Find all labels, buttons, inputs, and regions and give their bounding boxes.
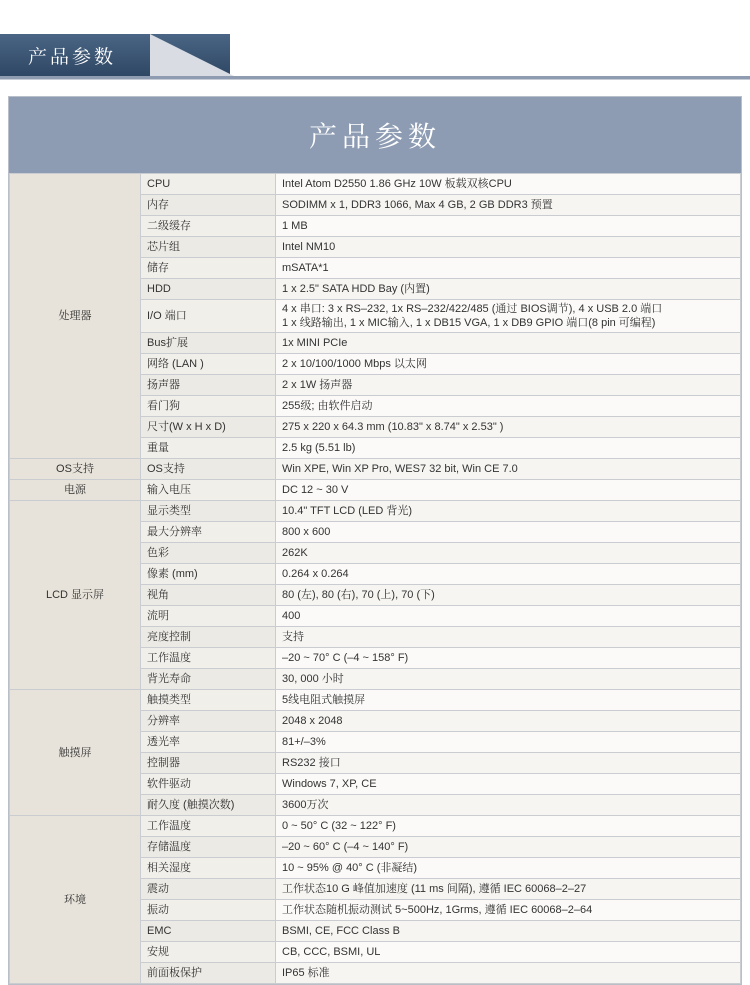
spec-key-cell: 耐久度 (触摸次数) <box>141 795 276 816</box>
ribbon-tail-decoration <box>150 34 234 76</box>
spec-panel <box>8 96 742 985</box>
spec-value-cell: 255级; 由软件启动 <box>276 396 741 417</box>
spec-category-cell: LCD 显示屏 <box>10 501 141 690</box>
spec-key-cell: 显示类型 <box>141 501 276 522</box>
spec-key-cell: 振动 <box>141 900 276 921</box>
spec-key-cell: 存储温度 <box>141 837 276 858</box>
spec-key-cell: 亮度控制 <box>141 627 276 648</box>
spec-value-cell: 10.4" TFT LCD (LED 背光) <box>276 501 741 522</box>
spec-value-cell: 工作状态10 G 峰值加速度 (11 ms 间隔), 遵循 IEC 60068–2–27 <box>276 879 741 900</box>
spec-value-cell: –20 ~ 70° C (–4 ~ 158° F) <box>276 648 741 669</box>
spec-category-cell: 环境 <box>10 816 141 984</box>
spec-key-cell: 重量 <box>141 438 276 459</box>
spec-value-cell: mSATA*1 <box>276 258 741 279</box>
spec-value-cell: 2.5 kg (5.51 lb) <box>276 438 741 459</box>
spec-key-cell: 色彩 <box>141 543 276 564</box>
spec-value-cell: 0 ~ 50° C (32 ~ 122° F) <box>276 816 741 837</box>
spec-value-cell: 80 (左), 80 (右), 70 (上), 70 (下) <box>276 585 741 606</box>
spec-value-cell: 1x MINI PCIe <box>276 333 741 354</box>
spec-value-cell: Intel NM10 <box>276 237 741 258</box>
table-row <box>10 174 741 195</box>
spec-key-cell: 软件驱动 <box>141 774 276 795</box>
spec-value-cell: 0.264 x 0.264 <box>276 564 741 585</box>
spec-key-cell: 流明 <box>141 606 276 627</box>
spec-category-cell: 电源 <box>10 480 141 501</box>
header-rule-secondary <box>0 79 750 80</box>
table-row <box>10 459 741 480</box>
spec-key-cell: 背光寿命 <box>141 669 276 690</box>
spec-value-cell: 工作状态随机振动测试 5~500Hz, 1Grms, 遵循 IEC 60068–2–64 <box>276 900 741 921</box>
spec-key-cell: 透光率 <box>141 732 276 753</box>
spec-table <box>9 173 741 984</box>
spec-key-cell: 工作温度 <box>141 816 276 837</box>
spec-category-cell: 触摸屏 <box>10 690 141 816</box>
spec-key-cell: 网络 (LAN ) <box>141 354 276 375</box>
spec-key-cell: 尺寸(W x H x D) <box>141 417 276 438</box>
spec-key-cell: 相关湿度 <box>141 858 276 879</box>
spec-value-cell: 3600万次 <box>276 795 741 816</box>
spec-value-cell: 400 <box>276 606 741 627</box>
spec-key-cell: Bus扩展 <box>141 333 276 354</box>
spec-key-cell: HDD <box>141 279 276 300</box>
spec-key-cell: 芯片组 <box>141 237 276 258</box>
spec-table-body <box>10 174 741 984</box>
spec-key-cell: 内存 <box>141 195 276 216</box>
spec-value-cell: 2 x 1W 扬声器 <box>276 375 741 396</box>
spec-value-cell: 支持 <box>276 627 741 648</box>
spec-key-cell: 触摸类型 <box>141 690 276 711</box>
spec-category-cell: 处理器 <box>10 174 141 459</box>
spec-key-cell: 视角 <box>141 585 276 606</box>
spec-value-cell: 262K <box>276 543 741 564</box>
spec-value-cell: 1 MB <box>276 216 741 237</box>
page-title: 产品参数 <box>308 121 441 152</box>
spec-value-cell: Windows 7, XP, CE <box>276 774 741 795</box>
spec-value-cell: –20 ~ 60° C (–4 ~ 140° F) <box>276 837 741 858</box>
table-row <box>10 690 741 711</box>
spec-key-cell: 安规 <box>141 942 276 963</box>
spec-key-cell: 二级缓存 <box>141 216 276 237</box>
spec-key-cell: CPU <box>141 174 276 195</box>
spec-key-cell: 控制器 <box>141 753 276 774</box>
table-row <box>10 501 741 522</box>
spec-value-cell: CB, CCC, BSMI, UL <box>276 942 741 963</box>
spec-value-cell: IP65 标准 <box>276 963 741 984</box>
spec-key-cell: 分辨率 <box>141 711 276 732</box>
spec-key-cell: 最大分辨率 <box>141 522 276 543</box>
spec-value-cell: RS232 接口 <box>276 753 741 774</box>
spec-value-cell: 275 x 220 x 64.3 mm (10.83" x 8.74" x 2.53" ) <box>276 417 741 438</box>
spec-key-cell: 工作温度 <box>141 648 276 669</box>
spec-value-cell: Intel Atom D2550 1.86 GHz 10W 板载双核CPU <box>276 174 741 195</box>
spec-category-cell: OS支持 <box>10 459 141 480</box>
spec-key-cell: 储存 <box>141 258 276 279</box>
spec-value-cell: 81+/–3% <box>276 732 741 753</box>
table-row <box>10 480 741 501</box>
spec-value-cell: 30, 000 小时 <box>276 669 741 690</box>
spec-key-cell: 看门狗 <box>141 396 276 417</box>
spec-value-cell: 1 x 2.5" SATA HDD Bay (内置) <box>276 279 741 300</box>
spec-key-cell: 震动 <box>141 879 276 900</box>
spec-value-cell: 2 x 10/100/1000 Mbps 以太网 <box>276 354 741 375</box>
spec-key-cell: EMC <box>141 921 276 942</box>
spec-key-cell: 像素 (mm) <box>141 564 276 585</box>
spec-key-cell: 扬声器 <box>141 375 276 396</box>
spec-value-cell: 800 x 600 <box>276 522 741 543</box>
spec-key-cell: I/O 端口 <box>141 300 276 333</box>
spec-value-cell: 2048 x 2048 <box>276 711 741 732</box>
spec-value-cell: Win XPE, Win XP Pro, WES7 32 bit, Win CE 7.0 <box>276 459 741 480</box>
spec-value-cell: SODIMM x 1, DDR3 1066, Max 4 GB, 2 GB DDR3 预置 <box>276 195 741 216</box>
spec-key-cell: OS支持 <box>141 459 276 480</box>
spec-key-cell: 输入电压 <box>141 480 276 501</box>
spec-value-cell: DC 12 ~ 30 V <box>276 480 741 501</box>
page-header <box>0 0 750 96</box>
spec-value-cell: 5线电阻式触摸屏 <box>276 690 741 711</box>
spec-value-cell: BSMI, CE, FCC Class B <box>276 921 741 942</box>
spec-key-cell: 前面板保护 <box>141 963 276 984</box>
spec-panel-header <box>9 97 741 173</box>
table-row <box>10 816 741 837</box>
spec-value-cell: 4 x 串口: 3 x RS–232, 1x RS–232/422/485 (通过 BIOS调节), 4 x USB 2.0 端口 1 x 线路输出, 1 x MIC输入, 1 x DB15 VGA, 1 x DB9 GPIO 端口(8 pin 可编程) <box>276 300 741 333</box>
ribbon-title: 产品参数 <box>28 46 117 68</box>
spec-value-cell: 10 ~ 95% @ 40° C (非凝结) <box>276 858 741 879</box>
